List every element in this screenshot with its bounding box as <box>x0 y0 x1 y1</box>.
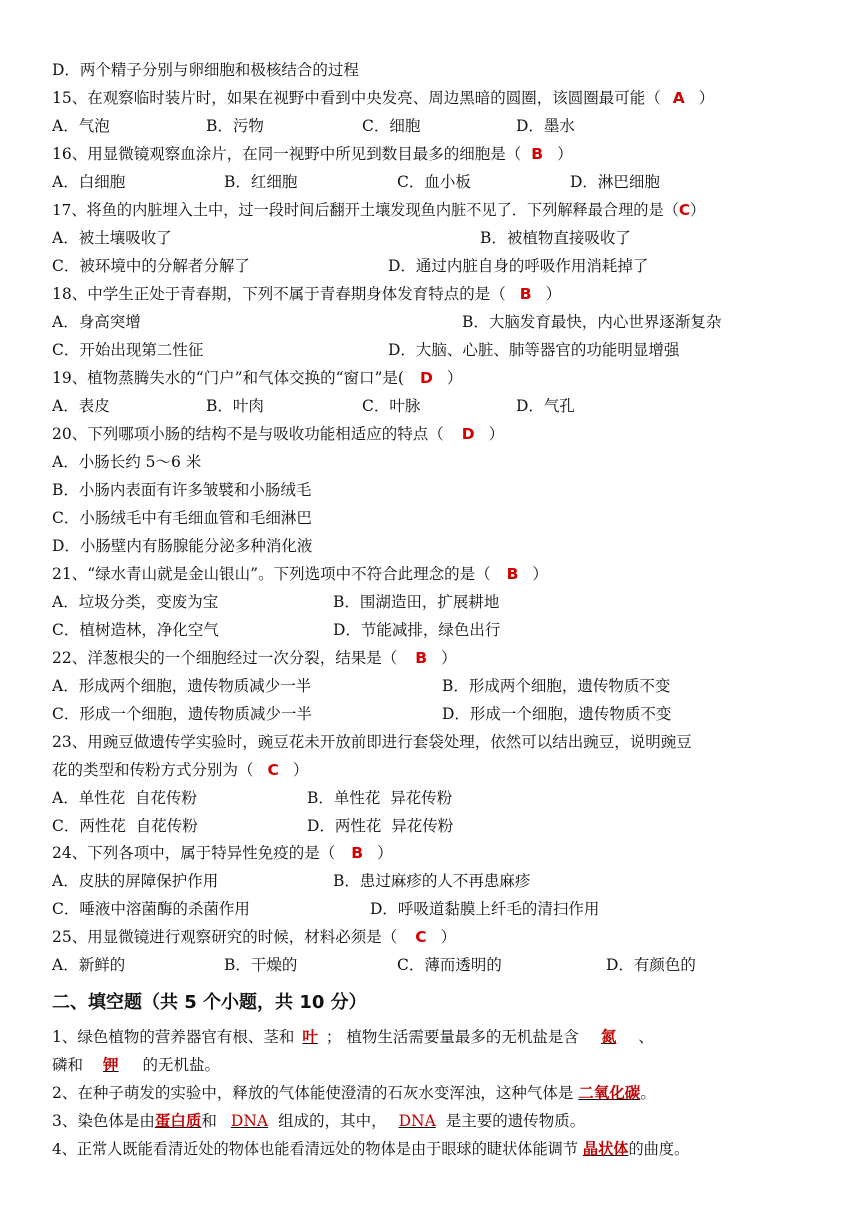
q15-opt-d: D．墨水 <box>516 117 575 135</box>
q21-stem: 21、“绿水青山就是金山银山”。下列选项中不符合此理念的是（ B ） <box>52 565 548 583</box>
q21-opt-d: D．节能减排，绿色出行 <box>333 621 501 639</box>
q15-answer: A <box>672 89 685 107</box>
q23-answer: C <box>267 761 279 779</box>
q25-opt-b: B．干燥的 <box>224 956 298 974</box>
q16-opt-d: D．淋巴细胞 <box>570 173 660 191</box>
q22-opt-a: A．形成两个细胞，遗传物质减少一半 <box>52 677 312 695</box>
q15-opt-b: B．污物 <box>206 117 264 135</box>
q21-opt-c: C．植树造林，净化空气 <box>52 621 219 639</box>
q23-stem-line2: 花的类型和传粉方式分别为（ C ） <box>52 761 309 779</box>
q22-opt-b: B．形成两个细胞，遗传物质不变 <box>442 677 671 695</box>
q25-opt-a: A．新鲜的 <box>52 956 126 974</box>
q20-opt-d: D．小肠壁内有肠腺能分泌多种消化液 <box>52 537 313 555</box>
fill-3-blank-1: 蛋白质 <box>154 1111 202 1130</box>
section-heading-fill-in: 二、填空题（共 5 个小题，共 10 分） <box>52 992 367 1013</box>
q19-opt-c: C．叶脉 <box>362 397 421 415</box>
q15-opt-c: C．细胞 <box>362 117 421 135</box>
q25-opt-c: C．薄而透明的 <box>397 956 502 974</box>
fill-3-blank-3: DNA <box>398 1112 436 1130</box>
q23-opt-c: C．两性花 自花传粉 <box>52 817 198 835</box>
q20-opt-a: A．小肠长约 5～6 米 <box>52 453 202 471</box>
q18-opt-c: C．开始出现第二性征 <box>52 341 204 359</box>
fill-1-line2: 磷和 钾 的无机盐。 <box>52 1055 221 1074</box>
q23-opt-a: A．单性花 自花传粉 <box>52 789 198 807</box>
q24-opt-b: B．患过麻疹的人不再患麻疹 <box>333 872 531 890</box>
q18-opt-b: B．大脑发育最快，内心世界逐渐复杂 <box>462 313 722 331</box>
q21-answer: B <box>506 565 519 583</box>
q24-stem: 24、下列各项中，属于特异性免疫的是（ B ） <box>52 844 393 862</box>
q15-stem: 15、在观察临时装片时，如果在视野中看到中央发亮、周边黑暗的圆圈，该圆圈最可能（ A ） <box>52 89 715 107</box>
q17-opt-a: A．被土壤吸收了 <box>52 229 172 247</box>
q19-opt-b: B．叶肉 <box>206 397 264 415</box>
q20-stem: 20、下列哪项小肠的结构不是与吸收功能相适应的特点（ D ） <box>52 425 505 443</box>
q24-answer: B <box>351 844 364 862</box>
q18-opt-a: A．身高突增 <box>52 313 141 331</box>
q16-opt-b: B．红细胞 <box>224 173 298 191</box>
fill-1-blank-2: 氮 <box>600 1027 617 1046</box>
q14-option-d: D．两个精子分别与卵细胞和极核结合的过程 <box>52 61 359 79</box>
q17-answer: C <box>678 201 690 219</box>
q21-opt-a: A．垃圾分类，变废为宝 <box>52 593 219 611</box>
q22-answer: B <box>415 649 428 667</box>
q25-opt-d: D．有颜色的 <box>606 956 696 974</box>
fill-3-blank-2: DNA <box>230 1112 269 1130</box>
q17-stem: 17、将鱼的内脏埋入土中，过一段时间后翻开土壤发现鱼内脏不见了．下列解释最合理的是（C） <box>52 201 706 219</box>
q24-opt-d: D．呼吸道黏膜上纤毛的清扫作用 <box>370 900 600 918</box>
q19-opt-a: A．表皮 <box>52 397 110 415</box>
q22-opt-c: C．形成一个细胞，遗传物质减少一半 <box>52 705 312 723</box>
q25-stem: 25、用显微镜进行观察研究的时候，材料必须是（ C ） <box>52 928 457 946</box>
q16-stem: 16、用显微镜观察血涂片，在同一视野中所见到数目最多的细胞是（ B ） <box>52 145 573 163</box>
q24-opt-c: C．唾液中溶菌酶的杀菌作用 <box>52 900 250 918</box>
q17-opt-c: C．被环境中的分解者分解了 <box>52 257 250 275</box>
q15-opt-a: A．气泡 <box>52 117 110 135</box>
q18-stem: 18、中学生正处于青春期，下列不属于青春期身体发育特点的是（ B ） <box>52 285 562 303</box>
q16-answer: B <box>531 145 544 163</box>
q17-opt-b: B．被植物直接吸收了 <box>480 229 631 247</box>
fill-1-line1: 1、绿色植物的营养器官有根、茎和 叶 ； 植物生活需要量最多的无机盐是含 氮 、 <box>52 1027 654 1046</box>
fill-2-blank: 二氧化碳 <box>578 1083 641 1102</box>
q20-answer: D <box>461 425 475 443</box>
q17-opt-d: D．通过内脏自身的呼吸作用消耗掉了 <box>388 257 649 275</box>
q22-opt-d: D．形成一个细胞，遗传物质不变 <box>442 705 672 723</box>
q19-answer: D <box>419 369 433 387</box>
q19-stem: 19、植物蒸腾失水的“门户”和气体交换的“窗口”是( D ） <box>52 369 463 387</box>
q23-opt-d: D．两性花 异花传粉 <box>307 817 454 835</box>
fill-4-blank: 晶状体 <box>582 1140 629 1158</box>
q25-answer: C <box>415 928 427 946</box>
q16-opt-c: C．血小板 <box>397 173 471 191</box>
q21-opt-b: B．围湖造田，扩展耕地 <box>333 593 500 611</box>
fill-2: 2、在种子萌发的实验中，释放的气体能使澄清的石灰水变浑浊，这种气体是 二氧化碳。 <box>52 1083 656 1102</box>
fill-1-blank-1: 叶 <box>302 1027 318 1046</box>
q16-opt-a: A．白细胞 <box>52 173 126 191</box>
q24-opt-a: A．皮肤的屏障保护作用 <box>52 872 219 890</box>
fill-1-blank-3: 钾 <box>103 1055 119 1074</box>
fill-4: 4、正常人既能看清近处的物体也能看清远处的物体是由于眼球的睫状体能调节 晶状体的曲度。 <box>52 1140 690 1158</box>
q23-opt-b: B．单性花 异花传粉 <box>307 789 453 807</box>
q22-stem: 22、洋葱根尖的一个细胞经过一次分裂，结果是（ B ） <box>52 649 457 667</box>
q18-answer: B <box>519 285 532 303</box>
q19-opt-d: D．气孔 <box>516 397 575 415</box>
q23-stem-line1: 23、用豌豆做遗传学实验时，豌豆花未开放前即进行套袋处理，依然可以结出豌豆，说明豌豆 <box>52 733 692 751</box>
q20-opt-c: C．小肠绒毛中有毛细血管和毛细淋巴 <box>52 509 312 527</box>
q20-opt-b: B．小肠内表面有许多皱襞和小肠绒毛 <box>52 481 312 499</box>
fill-3: 3、染色体是由蛋白质和 DNA 组成的，其中， DNA 是主要的遗传物质。 <box>52 1111 586 1130</box>
q18-opt-d: D．大脑、心脏、肺等器官的功能明显增强 <box>388 341 680 359</box>
